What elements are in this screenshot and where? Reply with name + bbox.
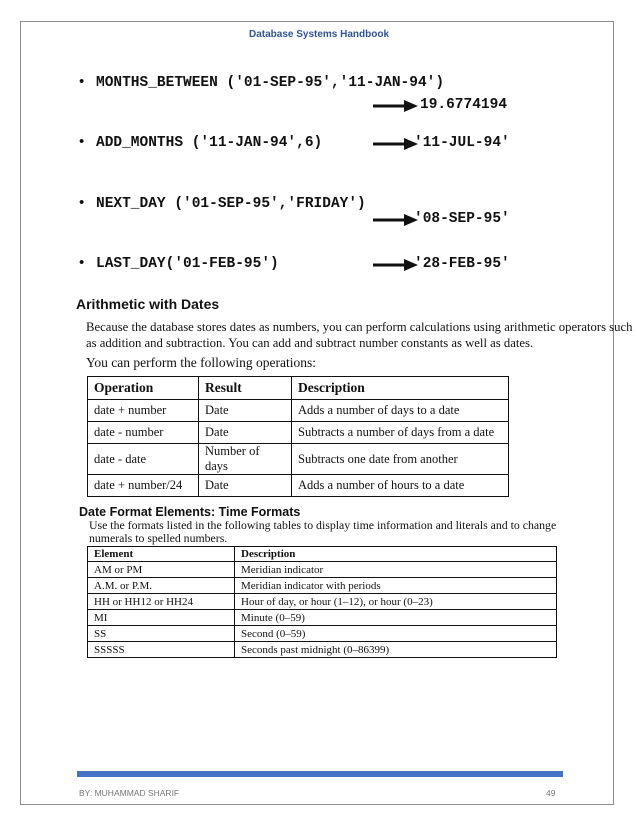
function-result-next-day: '08-SEP-95'	[414, 211, 510, 227]
function-expr-last-day: LAST_DAY('01-FEB-95')	[96, 256, 279, 272]
table-cell: AM or PM	[88, 562, 235, 578]
table-row	[88, 422, 509, 444]
table-cell: Meridian indicator	[235, 562, 557, 578]
bullet-icon: •	[79, 255, 85, 271]
table-cell: Subtracts one date from another	[292, 444, 509, 475]
table-cell: Seconds past midnight (0–86399)	[235, 642, 557, 658]
function-result-months-between: 19.6774194	[420, 97, 508, 113]
table-row	[88, 562, 557, 578]
table-cell: Meridian indicator with periods	[235, 578, 557, 594]
time-formats-paragraph-line1: Use the formats listed in the following tables to display time information and literals and to change	[89, 518, 557, 532]
table-cell: Subtracts a number of days from a date	[292, 422, 509, 444]
arrow-icon	[372, 258, 420, 272]
table-row	[88, 578, 557, 594]
column-header-description: Description	[292, 377, 509, 400]
column-header-result: Result	[199, 377, 292, 400]
date-operations-table	[87, 376, 509, 497]
table-cell: HH or HH12 or HH24	[88, 594, 235, 610]
table-header-row	[88, 377, 509, 400]
table-cell: MI	[88, 610, 235, 626]
table-cell: date - number	[88, 422, 199, 444]
footer-bar	[77, 771, 563, 777]
table-row	[88, 400, 509, 422]
table-cell: SS	[88, 626, 235, 642]
column-header-element: Element	[88, 547, 235, 562]
time-formats-paragraph-line2: numerals to spelled numbers.	[89, 531, 228, 545]
section-heading-time-formats: Date Format Elements: Time Formats	[79, 505, 301, 519]
arrow-icon	[372, 213, 420, 227]
table-cell: Number of days	[199, 444, 292, 475]
table-cell: Date	[199, 422, 292, 444]
table-header-row	[88, 547, 557, 562]
function-result-last-day: '28-FEB-95'	[414, 256, 510, 272]
arithmetic-paragraph-line1: Because the database stores dates as numbers, you can perform calculations using arithmetic operators such	[86, 320, 633, 334]
table-cell: date + number/24	[88, 475, 199, 497]
table-cell: date + number	[88, 400, 199, 422]
time-formats-table	[87, 546, 557, 658]
table-row	[88, 594, 557, 610]
running-header: Database Systems Handbook	[248, 29, 390, 40]
bullet-icon: •	[79, 74, 85, 90]
column-header-operation: Operation	[88, 377, 199, 400]
arrow-icon	[372, 137, 420, 151]
table-cell: Adds a number of days to a date	[292, 400, 509, 422]
bullet-icon: •	[79, 134, 85, 150]
table-row	[88, 610, 557, 626]
arithmetic-paragraph-line2: as addition and subtraction. You can add and subtract number constants as well as dates.	[86, 336, 534, 350]
function-expr-add-months: ADD_MONTHS ('11-JAN-94',6)	[96, 135, 323, 151]
table-cell: Second (0–59)	[235, 626, 557, 642]
table-row	[88, 444, 509, 475]
page-number: 49	[546, 788, 556, 798]
table-cell: SSSSS	[88, 642, 235, 658]
table-cell: Minute (0–59)	[235, 610, 557, 626]
function-expr-next-day: NEXT_DAY ('01-SEP-95','FRIDAY')	[96, 196, 366, 212]
footer-author: BY: MUHAMMAD SHARIF	[79, 788, 180, 798]
table-row	[88, 475, 509, 497]
arrow-icon	[372, 99, 420, 113]
table-row	[88, 626, 557, 642]
function-expr-months-between: MONTHS_BETWEEN ('01-SEP-95','11-JAN-94')	[96, 75, 445, 91]
table-cell: Date	[199, 400, 292, 422]
bullet-icon: •	[79, 195, 85, 211]
table-row	[88, 642, 557, 658]
table-cell: Hour of day, or hour (1–12), or hour (0–23)	[235, 594, 557, 610]
table-cell: Adds a number of hours to a date	[292, 475, 509, 497]
table-cell: A.M. or P.M.	[88, 578, 235, 594]
table-cell: Date	[199, 475, 292, 497]
function-result-add-months: '11-JUL-94'	[414, 135, 510, 151]
table-cell: date - date	[88, 444, 199, 475]
section-heading-arithmetic: Arithmetic with Dates	[76, 296, 220, 312]
arithmetic-paragraph-2: You can perform the following operations:	[86, 355, 316, 370]
column-header-description: Description	[235, 547, 557, 562]
